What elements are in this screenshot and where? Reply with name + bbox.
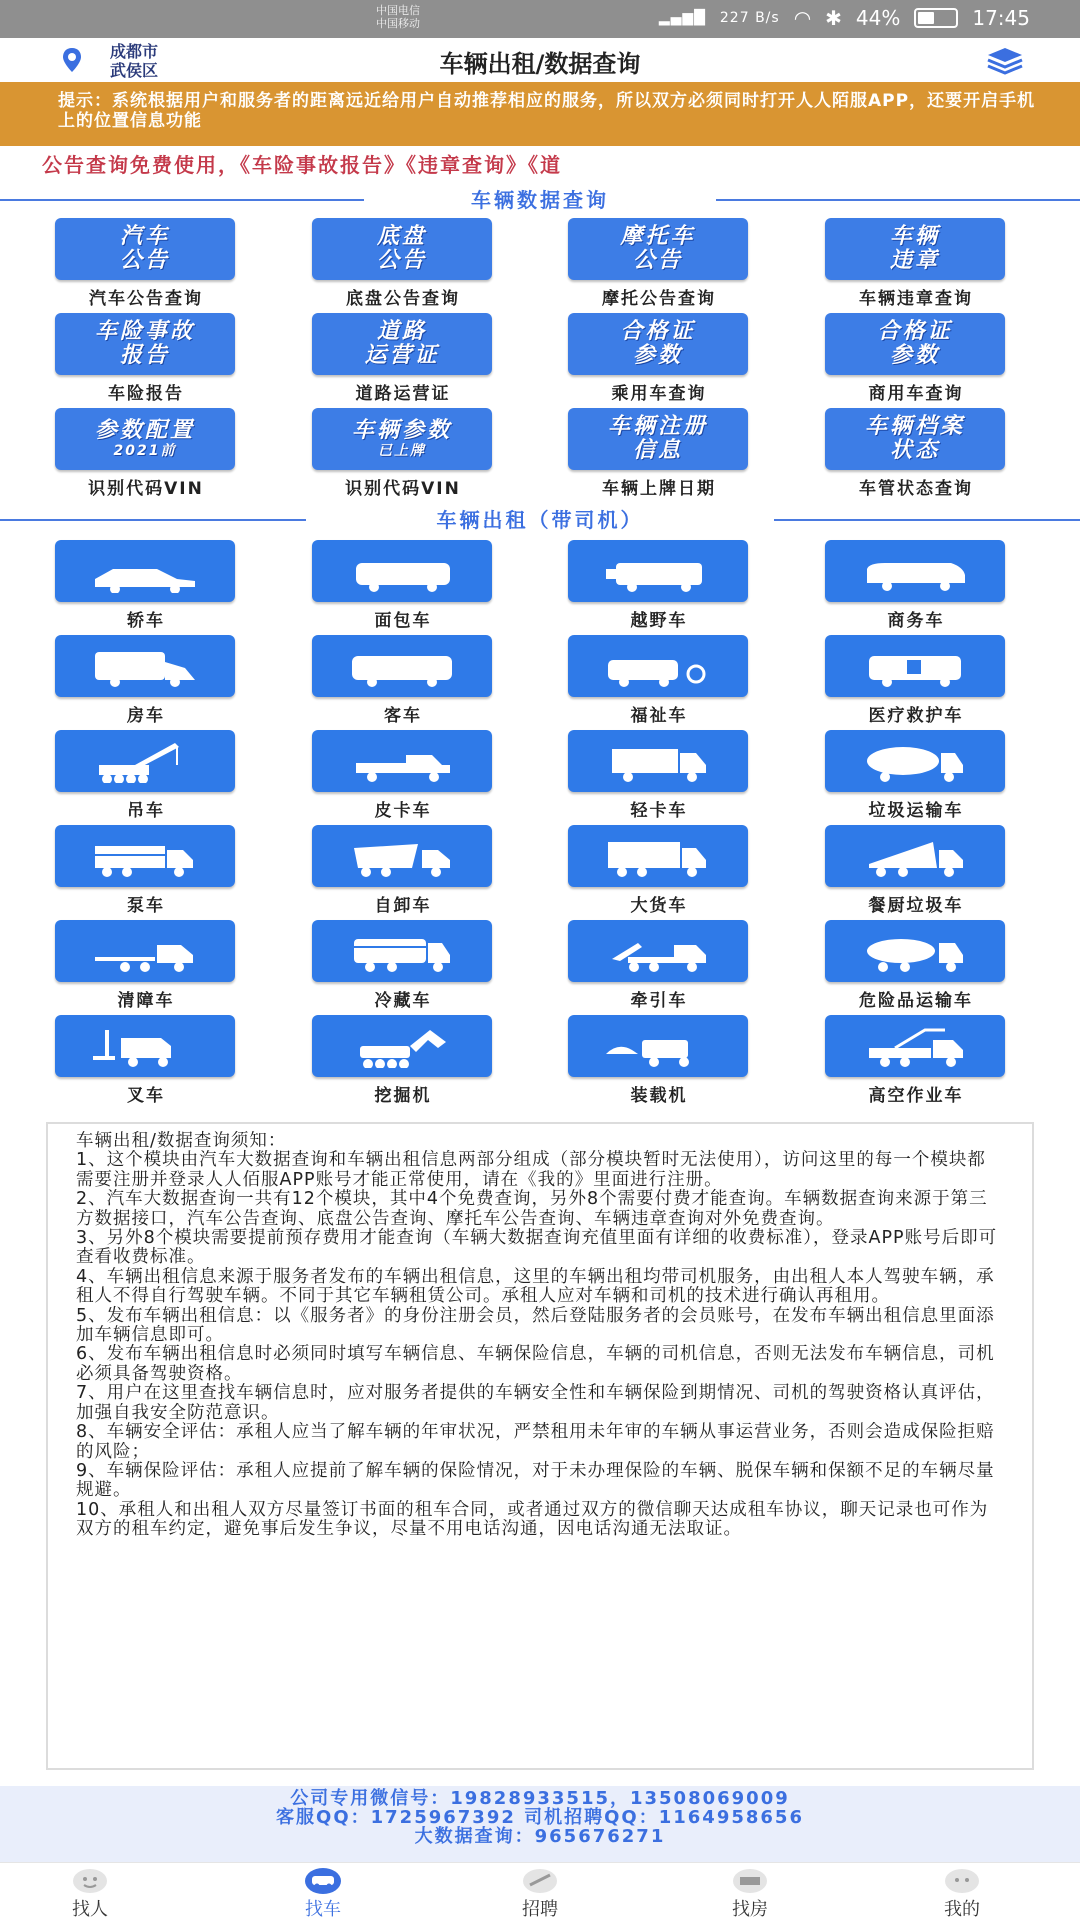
- data-query-label: 识别代码VIN: [345, 479, 461, 499]
- welfare-vehicle-icon: [598, 644, 718, 688]
- data-query-label: 车险报告: [108, 384, 184, 404]
- tile-subtext: 已上牌: [378, 443, 426, 459]
- tow-truck-icon: [598, 929, 718, 973]
- rental-label: 高空作业车: [868, 1086, 964, 1106]
- tab-label: 招聘: [522, 1899, 558, 1920]
- rule-paragraph: 5、发布车辆出租信息：以《服务者》的身份注册会员，然后登陆服务者的会员账号，在发布车辆出租信息里面添加车辆信息即可。: [76, 1305, 995, 1346]
- tile-text-line1: 车辆参数: [351, 418, 452, 443]
- tile-text-line1: 合格证: [877, 319, 953, 344]
- rental-label: 装载机: [630, 1086, 688, 1106]
- clock: 17:45: [972, 6, 1030, 30]
- rental-tile[interactable]: [825, 730, 1005, 792]
- battery-percent: 44%: [855, 6, 901, 30]
- recruit-icon: [520, 1865, 560, 1895]
- tile-text-line2: 报告: [119, 343, 170, 368]
- tile-text-line1: 车辆: [889, 224, 940, 249]
- rule-paragraph: 9、车辆保险评估：承租人应提前了解车辆的保险情况，对于未办理保险的车辆、脱保车辆和保额不足的车辆尽量规避。: [76, 1460, 995, 1501]
- data-query-tile[interactable]: [55, 218, 235, 280]
- rule-paragraph: 4、车辆出租信息来源于服务者发布的车辆出租信息，这里的车辆出租均带司机服务，由出租人本人驾驶车辆，承租人不得自行驾驶车辆。不同于其它车辆租赁公司。承租人应对车辆和司机的技术进行确认再租用。: [76, 1266, 995, 1307]
- rental-tile[interactable]: [825, 540, 1005, 602]
- data-query-label: 商用车查询: [868, 384, 964, 404]
- ambulance-icon: [855, 644, 975, 688]
- rental-label: 轻卡车: [630, 801, 688, 821]
- profile-icon: [942, 1865, 982, 1895]
- rental-tile[interactable]: [825, 825, 1005, 887]
- data-query-tile[interactable]: [312, 313, 492, 375]
- garbage-truck-icon: [855, 739, 975, 783]
- tile-text-line1: 车险事故: [94, 319, 195, 344]
- tab-find-person[interactable]: [30, 1863, 150, 1920]
- rule-paragraph: 6、发布车辆出租信息时必须同时填写车辆信息、车辆保险信息，车辆的司机信息，否则无法发布车辆信息，司机必须具备驾驶资格。: [76, 1344, 995, 1384]
- tile-text-line1: 汽车: [119, 224, 170, 249]
- rental-tile[interactable]: [312, 635, 492, 697]
- rental-label: 吊车: [127, 801, 165, 821]
- crane-icon: [85, 739, 205, 783]
- pump-truck-icon: [85, 834, 205, 878]
- rule-paragraph: 3、另外8个模块需要提前预存费用才能查询（车辆大数据查询充值里面有详细的收费标准），登录APP账号后即可查看收费标准。: [76, 1228, 998, 1268]
- bluetooth-icon: ✱: [825, 6, 842, 30]
- tile-text-line1: 摩托车: [620, 224, 696, 249]
- tab-label: 找人: [72, 1899, 108, 1920]
- wifi-icon: ◠: [793, 6, 812, 30]
- rental-label: 面包车: [374, 611, 432, 631]
- wrecker-icon: [85, 929, 205, 973]
- tab-recruit[interactable]: [480, 1863, 600, 1920]
- minivan-icon: [342, 549, 462, 593]
- rental-label: 泵车: [127, 896, 165, 916]
- rental-label: 清障车: [117, 991, 175, 1011]
- rental-tile[interactable]: [312, 730, 492, 792]
- tile-text-line2: 参数: [889, 343, 940, 368]
- rental-label: 皮卡车: [374, 801, 432, 821]
- data-query-tile[interactable]: [825, 313, 1005, 375]
- data-query-label: 识别代码VIN: [88, 479, 204, 499]
- rental-tile[interactable]: [55, 540, 235, 602]
- data-query-tile[interactable]: [312, 408, 492, 470]
- data-query-tile[interactable]: [568, 313, 748, 375]
- rental-label: 福祉车: [630, 706, 688, 726]
- rental-tile[interactable]: [568, 825, 748, 887]
- tile-text-line1: 参数配置: [94, 418, 195, 443]
- kitchen-waste-truck-icon: [855, 834, 975, 878]
- data-query-label: 道路运营证: [355, 384, 451, 404]
- data-query-tile[interactable]: [55, 408, 235, 470]
- data-query-tile[interactable]: [312, 218, 492, 280]
- data-query-label: 乘用车查询: [611, 384, 707, 404]
- rental-section-title: 车辆出租（带司机）: [436, 508, 644, 532]
- rental-tile[interactable]: [312, 540, 492, 602]
- tab-find-car[interactable]: [263, 1863, 383, 1920]
- rental-tile[interactable]: [825, 635, 1005, 697]
- rental-label: 危险品运输车: [859, 991, 973, 1011]
- loader-icon: [598, 1024, 718, 1068]
- business-van-icon: [855, 549, 975, 593]
- tile-text-line2: 运营证: [364, 343, 440, 368]
- rental-label: 挖掘机: [374, 1086, 432, 1106]
- rental-label: 越野车: [630, 611, 688, 631]
- network-speed: 227 B/s: [719, 10, 780, 26]
- wechat-contact: 公司专用微信号：19828933515，13508069009: [290, 1788, 790, 1809]
- refrigerated-truck-icon: [342, 929, 462, 973]
- tile-text-line1: 底盘: [376, 224, 427, 249]
- app-header: [0, 38, 1080, 82]
- qq-contact: 客服QQ：1725967392 司机招聘QQ：1164958656: [276, 1807, 804, 1828]
- announcement-marquee[interactable]: 公告查询免费使用，《车险事故报告》《违章查询》《道: [0, 148, 1080, 182]
- data-query-label: 车辆上牌日期: [602, 479, 716, 499]
- bus-icon: [342, 644, 462, 688]
- rental-label: 大货车: [630, 896, 688, 916]
- bottom-tab-bar: [0, 1862, 1080, 1920]
- status-bar: [0, 0, 1080, 38]
- battery-icon: [914, 8, 958, 28]
- rental-label: 垃圾运输车: [868, 801, 964, 821]
- location-city: 成都市: [110, 42, 159, 61]
- notice-banner: 提示：系统根据用户和服务者的距离远近给用户自动推荐相应的服务，所以双方必须同时打开人人陌服APP，还要开启手机上的位置信息功能: [0, 82, 1080, 146]
- tile-subtext: 2021前: [113, 443, 177, 459]
- rental-label: 房车: [127, 706, 165, 726]
- rental-label: 冷藏车: [374, 991, 432, 1011]
- heavy-truck-icon: [598, 834, 718, 878]
- rental-tile[interactable]: [312, 1015, 492, 1077]
- find-person-icon: [70, 1865, 110, 1895]
- data-query-tile[interactable]: [568, 408, 748, 470]
- data-query-label: 汽车公告查询: [89, 289, 203, 309]
- rental-label: 牵引车: [630, 991, 688, 1011]
- rental-label: 医疗救护车: [868, 706, 964, 726]
- data-query-label: 底盘公告查询: [346, 289, 460, 309]
- rental-tile[interactable]: [312, 825, 492, 887]
- rental-tile[interactable]: [55, 730, 235, 792]
- data-query-tile[interactable]: [825, 218, 1005, 280]
- hazmat-truck-icon: [855, 929, 975, 973]
- rv-icon: [85, 644, 205, 688]
- excavator-icon: [342, 1024, 462, 1068]
- rule-paragraph: 8、车辆安全评估：承租人应当了解车辆的年审状况，严禁租用未年审的车辆从事运营业务，否则会造成保险拒赔的风险；: [76, 1422, 995, 1462]
- rental-tile[interactable]: [568, 635, 748, 697]
- tile-text-line2: 参数: [632, 343, 683, 368]
- tile-text-line2: 公告: [632, 248, 683, 273]
- contact-footer: [0, 1786, 1080, 1862]
- rule-paragraph: 1、这个模块由汽车大数据查询和车辆出租信息两部分组成（部分模块暂时无法使用），访问这里的每一个模块都需要注册并登录人人佰服APP账号才能正常使用，请在《我的》里面进行注册。: [76, 1150, 986, 1190]
- signal-icon: ▂▄▆█: [658, 10, 706, 26]
- data-query-tile[interactable]: [825, 408, 1005, 470]
- rental-tile[interactable]: [825, 920, 1005, 982]
- data-query-label: 摩托公告查询: [602, 289, 716, 309]
- sedan-icon: [85, 549, 205, 593]
- data-section-heading: [0, 186, 1080, 214]
- tab-label: 我的: [944, 1899, 980, 1920]
- find-car-icon: [303, 1865, 343, 1895]
- rental-tile[interactable]: [568, 730, 748, 792]
- forklift-icon: [85, 1024, 205, 1068]
- data-section-title: 车辆数据查询: [471, 188, 609, 212]
- carrier-1: 中国电信: [376, 4, 420, 17]
- tile-text-line1: 车辆档案: [864, 414, 965, 439]
- data-query-label: 车管状态查询: [859, 479, 973, 499]
- data-query-tile[interactable]: [55, 313, 235, 375]
- data-query-tile[interactable]: [568, 218, 748, 280]
- rental-tile[interactable]: [55, 635, 235, 697]
- rental-tile[interactable]: [55, 1015, 235, 1077]
- rental-tile[interactable]: [568, 1015, 748, 1077]
- rental-tile[interactable]: [55, 825, 235, 887]
- tab-label: 找房: [732, 1899, 768, 1920]
- rule-paragraph: 10、承租人和出租人双方尽量签订书面的租车合同，或者通过双方的微信聊天达成租车协议，聊天记录也可作为双方的租车约定，避免事后发生争议，尽量不用电话沟通，因电话沟通无法取证。: [76, 1499, 989, 1540]
- rental-label: 自卸车: [374, 896, 432, 916]
- tile-text-line1: 道路: [376, 319, 427, 344]
- tab-profile[interactable]: [902, 1863, 1022, 1920]
- rental-tile[interactable]: [55, 920, 235, 982]
- layers-icon[interactable]: [986, 46, 1024, 76]
- tile-text-line1: 车辆注册: [607, 414, 708, 439]
- rental-tile[interactable]: [568, 920, 748, 982]
- tile-text-line1: 合格证: [620, 319, 696, 344]
- rules-notice: [46, 1122, 1034, 1770]
- rental-label: 商务车: [887, 611, 945, 631]
- rental-section-heading: [0, 506, 1080, 534]
- rental-tile[interactable]: [568, 540, 748, 602]
- tile-text-line2: 违章: [889, 248, 940, 273]
- rental-label: 轿车: [127, 611, 165, 631]
- bigdata-contact: 大数据查询：965676271: [414, 1826, 666, 1847]
- aerial-work-truck-icon: [855, 1024, 975, 1068]
- rental-tile[interactable]: [825, 1015, 1005, 1077]
- carrier-info: [376, 4, 420, 30]
- status-right: [659, 6, 1030, 30]
- tile-text-line2: 信息: [632, 438, 683, 463]
- rule-paragraph: 车辆出租/数据查询须知：: [76, 1131, 287, 1151]
- tab-find-house[interactable]: [690, 1863, 810, 1920]
- rental-label: 客车: [384, 706, 422, 726]
- find-house-icon: [730, 1865, 770, 1895]
- pickup-icon: [342, 739, 462, 783]
- rental-tile[interactable]: [312, 920, 492, 982]
- rental-label: 叉车: [127, 1086, 165, 1106]
- carrier-2: 中国移动: [376, 17, 420, 30]
- location-district: 武侯区: [110, 61, 159, 80]
- page-title: 车辆出租/数据查询: [439, 50, 641, 78]
- tab-label: 找车: [305, 1899, 341, 1920]
- rule-paragraph: 7、用户在这里查找车辆信息时，应对服务者提供的车辆安全性和车辆保险到期情况、司机的驾驶资格认真评估，加强自我安全防范意识。: [76, 1383, 995, 1423]
- data-query-label: 车辆违章查询: [859, 289, 973, 309]
- dump-truck-icon: [342, 834, 462, 878]
- rule-paragraph: 2、汽车大数据查询一共有12个模块，其中4个免费查询，另外8个需要付费才能查询。车辆数据查询来源于第三方数据接口，汽车公告查询、底盘公告查询、摩托车公告查询、车辆违章查询对外免费查询。: [76, 1189, 988, 1229]
- light-truck-icon: [598, 739, 718, 783]
- tile-text-line2: 状态: [889, 438, 940, 463]
- tile-text-line2: 公告: [376, 248, 427, 273]
- tile-text-line2: 公告: [119, 248, 170, 273]
- suv-icon: [598, 549, 718, 593]
- rental-label: 餐厨垃圾车: [868, 896, 964, 916]
